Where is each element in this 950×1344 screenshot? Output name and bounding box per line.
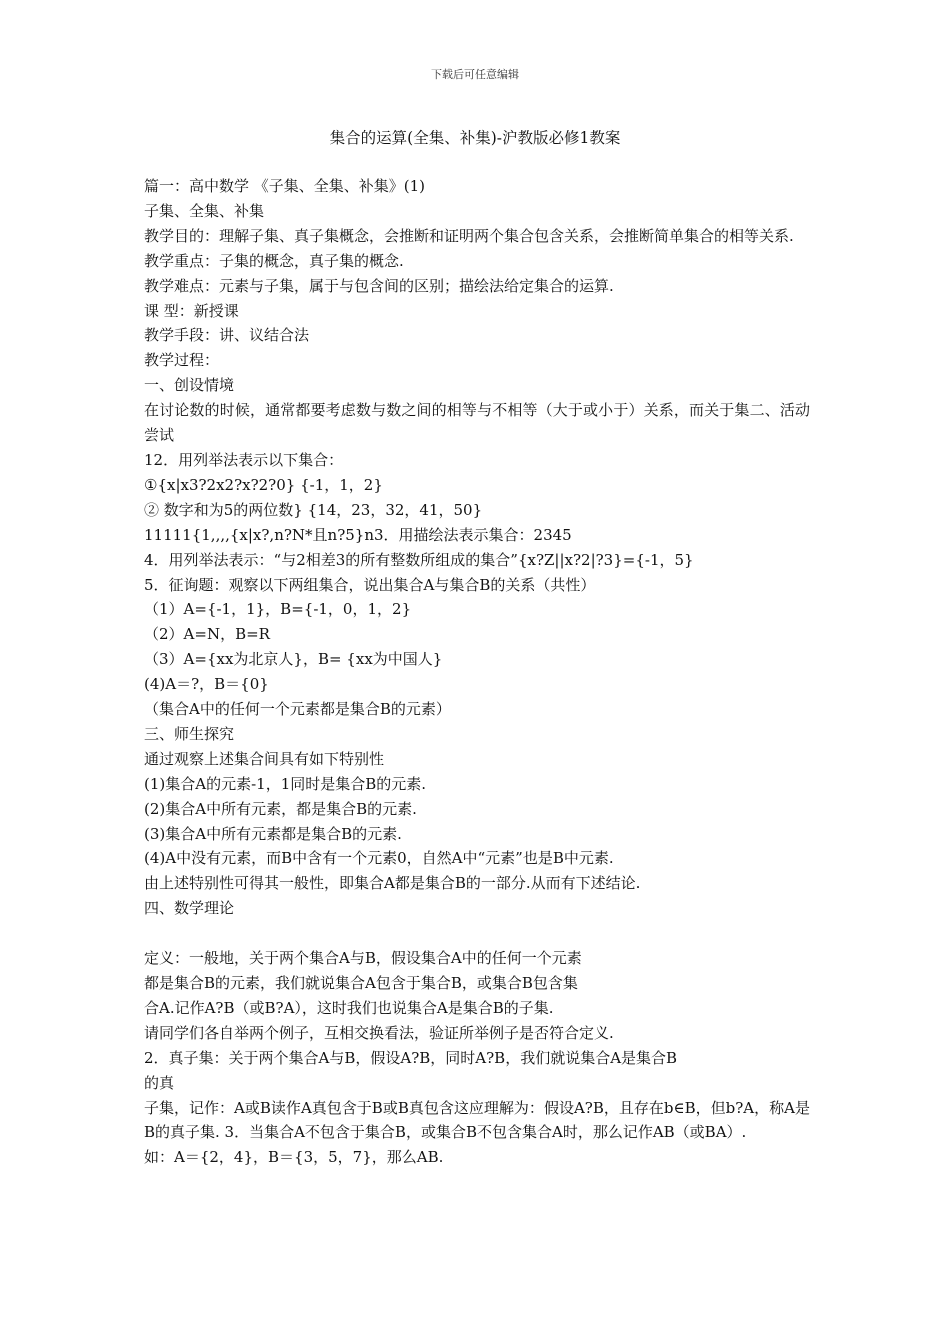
exercise-item: 5．征询题：观察以下两组集合，说出集合A与集合B的关系（共性） (144, 575, 596, 594)
exercise-item: ② 数字和为5的两位数} {14，23，32，41，50} (144, 500, 483, 519)
part-one-heading: 一、创设情境 (144, 376, 235, 395)
lesson-type: 课 型：新授课 (144, 301, 239, 320)
part-four-heading: 四、数学理论 (144, 899, 235, 918)
exercise-item: 4．用列举法表示：“与2相差3的所有整数所组成的集合”{x?Z||x?2|?3}={-1，5} (144, 550, 694, 569)
teaching-focus: 教学重点：子集的概念，真子集的概念. (144, 251, 404, 270)
paragraph: 在讨论数的时候，通常都要考虑数与数之间的相等与不相等（大于或小于）关系，而关于集二、活动尝试 (144, 401, 810, 445)
document-title: 集合的运算(全集、补集)-沪教版必修1教案 (329, 129, 621, 147)
proper-subset-line: 的真 (144, 1073, 175, 1092)
paragraph: 通过观察上述集合间具有如下特别性 (144, 749, 385, 768)
definition-line: 合A.记作A?B（或B?A），这时我们也说集合A是集合B的子集. (144, 998, 554, 1017)
proper-subset-paragraph: 子集，记作：A或B读作A真包含于B或B真包含这应理解为：假设A?B，且存在b∈B，但b?A，称A是B的真子集. 3．当集合A不包含于集合B，或集合B不包含集合A时，那么记作AB（或BA）. (144, 1098, 810, 1142)
proper-subset-line: 2．真子集：关于两个集合A与B，假设A?B，同时A?B，我们就说集合A是集合B (144, 1048, 678, 1067)
definition-line: 都是集合B的元素，我们就说集合A包含于集合B，或集合B包含集 (144, 973, 578, 992)
teaching-process-label: 教学过程： (144, 351, 220, 370)
subtitle: 子集、全集、补集 (144, 201, 265, 220)
example-note: （集合A中的任何一个元素都是集合B的元素） (144, 700, 451, 719)
example-item: （3）A={xx为北京人}，B= {xx为中国人} (144, 650, 443, 669)
example-line: 如：A＝{2，4}，B＝{3，5，7}，那么AB. (144, 1148, 444, 1167)
definition-line: 定义：一般地，关于两个集合A与B，假设集合A中的任何一个元素 (144, 949, 582, 968)
exercise-item: 11111{1,,,,{x|x?,n?N*且n?5}n3．用描绘法表示集合：2345 (144, 525, 572, 544)
exercise-item: ①{x|x3?2x2?x?2?0} {-1，1，2} (144, 475, 383, 494)
example-item: （2）A=N，B=R (144, 625, 270, 644)
example-item: （1）A={-1，1}，B={-1，0，1，2} (144, 600, 412, 619)
document-body (144, 174, 810, 1170)
page-header: 下载后可任意编辑 (431, 68, 519, 81)
example-item: (4)A＝?，B＝{0} (144, 675, 269, 694)
teaching-objective: 教学目的：理解子集、真子集概念，会推断和证明两个集合包含关系，会推断简单集合的相等关系. (144, 226, 794, 245)
paragraph: 由上述特别性可得其一般性，即集合A都是集合B的一部分.从而有下述结论. (144, 874, 641, 893)
observation-item: (3)集合A中所有元素都是集合B的元素. (144, 824, 402, 843)
observation-item: (1)集合A的元素-1，1同时是集合B的元素. (144, 774, 427, 793)
teaching-difficulty: 教学难点：元素与子集，属于与包含间的区别；描绘法给定集合的运算. (144, 276, 614, 295)
blank-line (144, 921, 810, 946)
teaching-method: 教学手段：讲、议结合法 (144, 326, 310, 345)
section-heading: 篇一：高中数学 《子集、全集、补集》(1) (144, 177, 426, 195)
part-three-heading: 三、师生探究 (144, 724, 235, 743)
exercise-item: 12．用列举法表示以下集合： (144, 450, 344, 469)
observation-item: (2)集合A中所有元素，都是集合B的元素. (144, 799, 417, 818)
observation-item: (4)A中没有元素，而B中含有一个元素0，自然A中“元素”也是B中元素. (144, 849, 614, 868)
paragraph: 请同学们各自举两个例子，互相交换看法，验证所举例子是否符合定义. (144, 1023, 614, 1042)
